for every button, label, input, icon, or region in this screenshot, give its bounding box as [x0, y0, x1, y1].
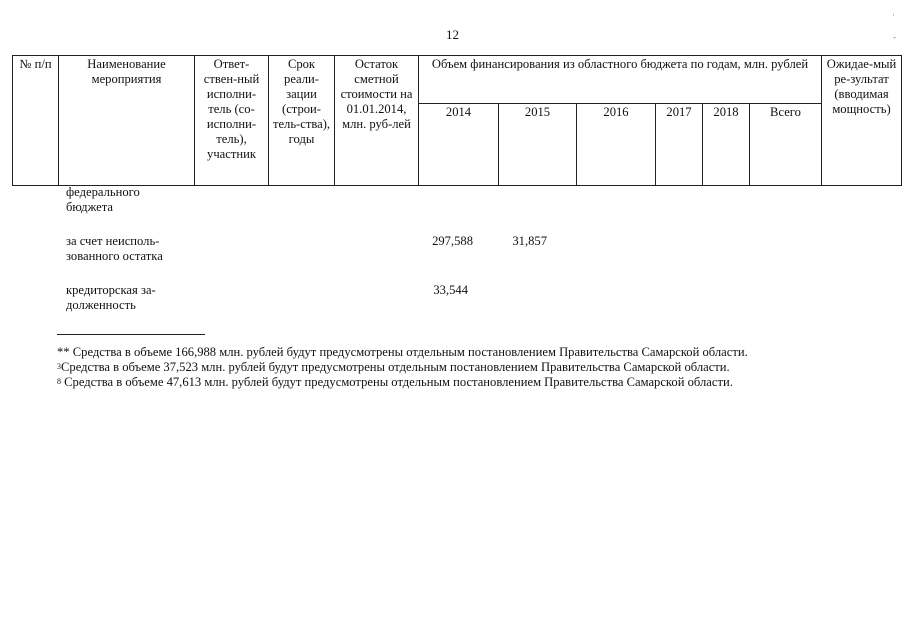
header-financing: Объем финансирования из областного бюджета по годам, млн. рублей — [419, 56, 822, 104]
page-number: 12 — [446, 27, 459, 42]
header-name: Наименование мероприятия — [59, 56, 195, 186]
header-expected-result: Ожидае-мый ре-зультат (вводимая мощность) — [822, 56, 902, 186]
header-year-2018: 2018 — [703, 104, 750, 186]
header-remaining-cost: Остаток сметной стоимости на 01.01.2014, млн. руб-лей — [335, 56, 419, 186]
footnote-8: $^8$ Средства в объеме 47,613 млн. рублей будут предусмотрены отдельным постановлением Правительства Самарской области. — [57, 375, 733, 389]
scan-mark-top: · — [892, 10, 895, 20]
cell-payables-2014: 33,544 — [433, 283, 468, 297]
header-term: Срок реали-зации (строи-тель-ства), годы — [269, 56, 335, 186]
cell-unused-balance-2015: 31,857 — [512, 234, 547, 248]
label-line-justified: кредиторская за- — [66, 283, 156, 297]
table-row-federal-label: федерального бюджета — [66, 185, 140, 214]
footnote-double-star: ** Средства в объеме 166,988 млн. рублей будут предусмотрены отдельным постановлением Правительства Самарской области. — [57, 345, 748, 359]
header-year-total: Всего — [750, 104, 822, 186]
footnote-3: $^3$Средства в объеме 37,523 млн. рублей будут предусмотрены отдельным постановлением Правительства Самарской области. — [57, 360, 730, 374]
header-year-2017: 2017 — [656, 104, 703, 186]
header-table — [12, 55, 902, 186]
scan-mark-side: - — [893, 32, 896, 42]
table-row-payables-label: кредиторская за- долженность — [66, 283, 186, 313]
header-number: № п/п — [13, 56, 59, 186]
footnote-separator — [57, 334, 205, 335]
header-responsible: Ответ-ствен-ный исполни-тель (со-исполни-тель), участник — [195, 56, 269, 186]
cell-unused-balance-2014: 297,588 — [432, 234, 473, 248]
table-row-unused-balance-label: за счет неисполь- зованного остатка — [66, 234, 186, 264]
footnotes — [57, 345, 877, 390]
label-line-justified: за счет неисполь- — [66, 234, 160, 248]
header-year-2016: 2016 — [577, 104, 656, 186]
header-year-2015: 2015 — [499, 104, 577, 186]
header-year-2014: 2014 — [419, 104, 499, 186]
